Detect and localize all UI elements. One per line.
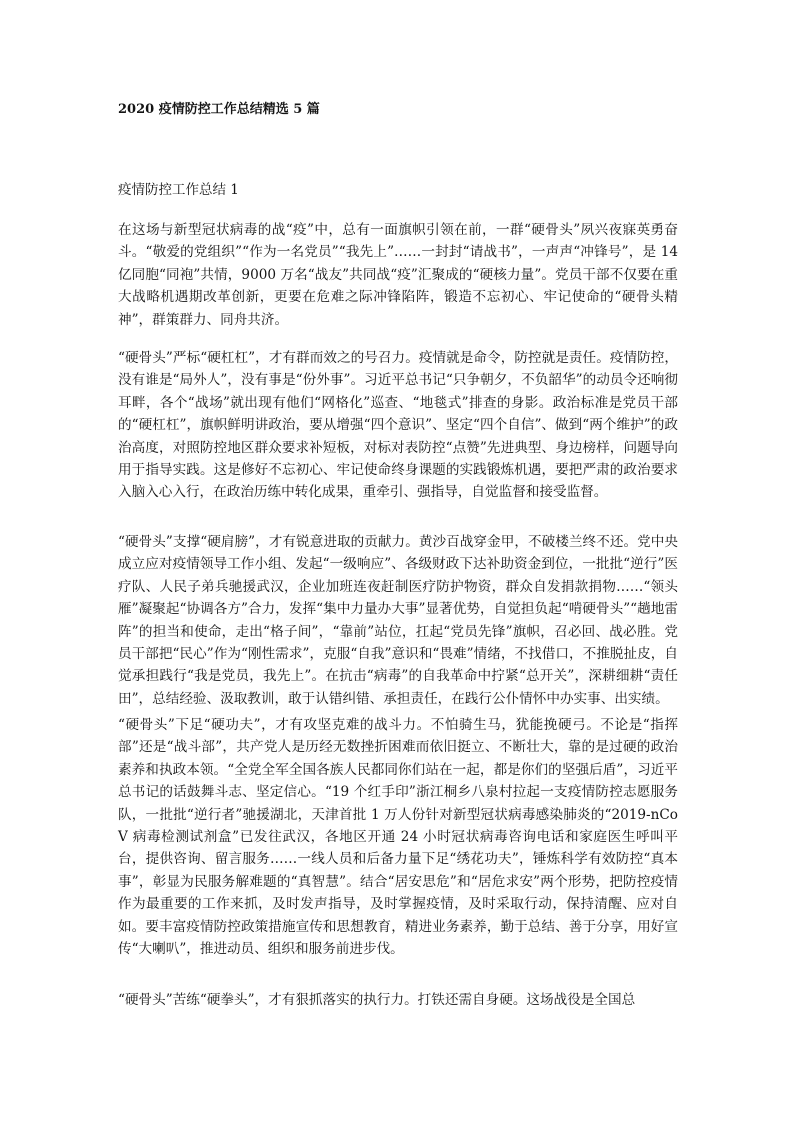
paragraph-4: “硬骨头”下足“硬功夫”，才有攻坚克难的战斗力。不怕骑生马，犹能挽硬弓。不论是“指挥部”还是“战斗部”，共产党人是历经无数挫折困难而依旧挺立、不断壮大，靠的是过硬的政治素养和执政本领。“全党全军全国各族人民都同你们站在一起，都是你们的坚强后盾”，习近平总书记的话鼓舞斗志、坚定信心。“19 个红手印”浙江桐乡八泉村拉起一支疫情防控志愿服务队，一批批“逆行者”驰援湖北，天津首批 1 万人份针对新型冠状病毒感染肺炎的“2019-nCoV 病毒检测试剂盒”已发往武汉，各地区开通 24 小时冠状病毒咨询电话和家庭医生呼叫平台，提供咨询、留言服务……一线人员和后备力量下足“绣花功夫”，锤炼科学有效防控“真本事”，彰显为民服务解难题的“真智慧”。结合“居安思危”和“居危求安”两个形势，把防控疫情作为最重要的工作来抓，及时发声指导，及时掌握疫情，及时采取行动，保持清醒、应对自如。要丰富疫情防控政策措施宣传和思想教育，精进业务素养，勤于总结、善于分享，用好宣传“大喇叭”，推进动员、组织和服务前进步伐。 — [118, 717, 678, 958]
document-title: 2020 疫情防控工作总结精选 5 篇 — [118, 102, 320, 117]
paragraph-5: “硬骨头”苦练“硬拳头”，才有狠抓落实的执行力。打铁还需自身硬。这场战役是全国总 — [118, 992, 636, 1008]
section-heading: 疫情防控工作总结 1 — [118, 182, 239, 198]
paragraph-2: “硬骨头”严标“硬杠杠”，才有群而效之的号召力。疫情就是命令，防控就是责任。疫情防控，没有谁是“局外人”，没有事是“份外事”。习近平总书记“只争朝夕，不负韶华”的动员令还响彻耳畔，各个“战场”就出现有他们“网格化”巡查、“地毯式”排查的身影。政治标准是党员干部的“硬杠杠”，旗帜鲜明讲政治，要从增强“四个意识”、坚定“四个自信”、做到“两个维护”的政治高度，对照防控地区群众要求补短板，对标对表防控“点赞”先进典型、身边榜样，问题导向用于指导实践。这是修好不忘初心、牢记使命终身课题的实践锻炼机遇，要把严肃的政治要求入脑入心入行，在政治历练中转化成果，重牵引、强指导，自觉监督和接受监督。 — [118, 350, 678, 501]
paragraph-1: 在这场与新型冠状病毒的战“疫”中，总有一面旗帜引领在前，一群“硬骨头”夙兴夜寐英勇奋斗。“敬爱的党组织”“作为一名党员”“我先上”……一封封“请战书”，一声声“冲锋号”，是 14 亿同胞“同袍”共情，9000 万名“战友”共同战“疫”汇聚成的“硬核力量”。党员干部不仅要在重大战略机遇期改革创新，更要在危难之际冲锋陷阵，锻造不忘初心、牢记使命的“硬骨头精神”，群策群力、同舟共济。 — [118, 222, 678, 328]
paragraph-3: “硬骨头”支撑“硬肩膀”，才有锐意进取的贡献力。黄沙百战穿金甲，不破楼兰终不还。党中央成立应对疫情领导工作小组、发起“一级响应”、各级财政下达补助资金到位，一批批“逆行”医疗队、人民子弟兵驰援武汉，企业加班连夜赶制医疗防护物资，群众自发捐款捐物……“领头雁”凝聚起“协调各方”合力，发挥“集中力量办大事”显著优势，自觉担负起“啃硬骨头”“趟地雷阵”的担当和使命，走出“格子间”，“靠前”站位，扛起“党员先锋”旗帜，召必回、战必胜。党员干部把“民心”作为“刚性需求”，克服“自我”意识和“畏难”情绪，不找借口，不推脱扯皮，自觉承担践行“我是党员，我先上”。在抗击“病毒”的自我革命中拧紧“总开关”，深耕细耕“责任田”，总结经验、汲取教训，敢于认错纠错、承担责任，在践行公仆情怀中办实事、出实绩。 — [118, 534, 678, 707]
